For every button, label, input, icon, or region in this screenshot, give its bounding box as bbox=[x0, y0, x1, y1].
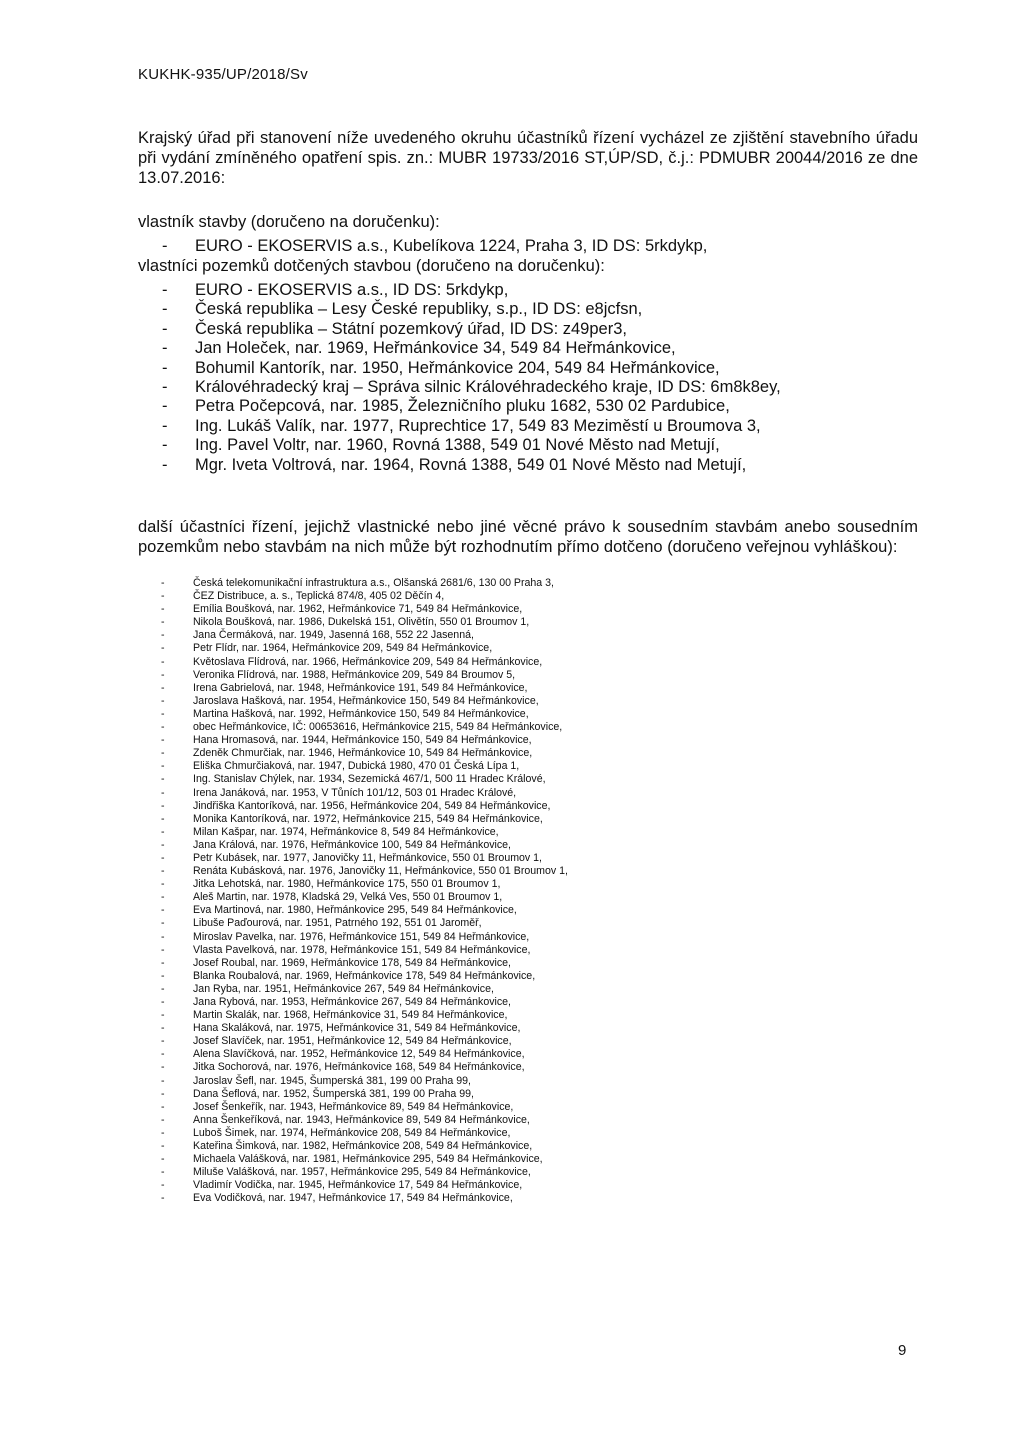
list-item: - Martin Skalák, nar. 1968, Heřmánkovice 31, 549 84 Heřmánkovice, bbox=[138, 1009, 568, 1022]
list-item: - Petra Počepcová, nar. 1985, Železničního pluku 1682, 530 02 Pardubice, bbox=[138, 397, 781, 416]
list-item: - Ing. Lukáš Valík, nar. 1977, Ruprechtice 17, 549 83 Meziměstí u Broumova 3, bbox=[138, 417, 781, 436]
list-item: - Jana Králová, nar. 1976, Heřmánkovice 100, 549 84 Heřmánkovice, bbox=[138, 839, 568, 852]
list-item: - Miroslav Pavelka, nar. 1976, Heřmánkovice 151, 549 84 Heřmánkovice, bbox=[138, 931, 568, 944]
list-item: - Anna Šenkeříková, nar. 1943, Heřmánkovice 89, 549 84 Heřmánkovice, bbox=[138, 1114, 568, 1127]
list-item: - Hana Hromasová, nar. 1944, Heřmánkovice 150, 549 84 Heřmánkovice, bbox=[138, 734, 568, 747]
list-item: - Česká telekomunikační infrastruktura a.s., Olšanská 2681/6, 130 00 Praha 3, bbox=[138, 577, 568, 590]
list-item: - Jana Rybová, nar. 1953, Heřmánkovice 267, 549 84 Heřmánkovice, bbox=[138, 996, 568, 1009]
list-item: - Kateřina Šimková, nar. 1982, Heřmánkovice 208, 549 84 Heřmánkovice, bbox=[138, 1140, 568, 1153]
list-item: - Milan Kašpar, nar. 1974, Heřmánkovice 8, 549 84 Heřmánkovice, bbox=[138, 826, 568, 839]
list-item: - Jaroslava Hašková, nar. 1954, Heřmánkovice 150, 549 84 Heřmánkovice, bbox=[138, 695, 568, 708]
list-item: - Česká republika – Státní pozemkový úřad, ID DS: z49per3, bbox=[138, 320, 781, 339]
other-participants-list bbox=[138, 577, 568, 1206]
list-item: - Jindřiška Kantoríková, nar. 1956, Heřmánkovice 204, 549 84 Heřmánkovice, bbox=[138, 800, 568, 813]
list-item: - Bohumil Kantorík, nar. 1950, Heřmánkovice 204, 549 84 Heřmánkovice, bbox=[138, 359, 781, 378]
list-item: - Petr Flídr, nar. 1964, Heřmánkovice 209, 549 84 Heřmánkovice, bbox=[138, 642, 568, 655]
list-item: - Jan Ryba, nar. 1951, Heřmánkovice 267, 549 84 Heřmánkovice, bbox=[138, 983, 568, 996]
list-item: - Monika Kantoríková, nar. 1972, Heřmánkovice 215, 549 84 Heřmánkovice, bbox=[138, 813, 568, 826]
list-item: - Nikola Boušková, nar. 1986, Dukelská 151, Olivětín, 550 01 Broumov 1, bbox=[138, 616, 568, 629]
list-item: - Vladimír Vodička, nar. 1945, Heřmánkovice 17, 549 84 Heřmánkovice, bbox=[138, 1179, 568, 1192]
list-item: - Veronika Flídrová, nar. 1988, Heřmánkovice 209, 549 84 Broumov 5, bbox=[138, 669, 568, 682]
list-item: - Mgr. Iveta Voltrová, nar. 1964, Rovná 1388, 549 01 Nové Město nad Metují, bbox=[138, 456, 781, 475]
list-item: - Jitka Sochorová, nar. 1976, Heřmánkovice 168, 549 84 Heřmánkovice, bbox=[138, 1061, 568, 1074]
list-item: - Eva Martinová, nar. 1980, Heřmánkovice 295, 549 84 Heřmánkovice, bbox=[138, 904, 568, 917]
building-owner-list bbox=[138, 237, 707, 256]
list-item: - Irena Janáková, nar. 1953, V Tůních 101/12, 503 01 Hradec Králové, bbox=[138, 787, 568, 800]
list-item: - Dana Šeflová, nar. 1952, Šumperská 381, 199 00 Praha 99, bbox=[138, 1088, 568, 1101]
list-item: - Jaroslav Šefl, nar. 1945, Šumperská 381, 199 00 Praha 99, bbox=[138, 1075, 568, 1088]
list-item: - Luboš Šimek, nar. 1974, Heřmánkovice 208, 549 84 Heřmánkovice, bbox=[138, 1127, 568, 1140]
land-owners-list bbox=[138, 281, 781, 475]
list-item: - Michaela Valášková, nar. 1981, Heřmánkovice 295, 549 84 Heřmánkovice, bbox=[138, 1153, 568, 1166]
list-item: - Irena Gabrielová, nar. 1948, Heřmánkovice 191, 549 84 Heřmánkovice, bbox=[138, 682, 568, 695]
intro-paragraph: Krajský úřad při stanovení níže uvedeného okruhu účastníků řízení vycházel ze zjištění stavebního úřadu při vydání zmíněného opatření spis. zn.: MUBR 19733/2016 ST,ÚP/SD, č.j.: PDMUBR 20044/2016 ze dne 13.07.2016: bbox=[138, 129, 918, 187]
list-item: - Ing. Stanislav Chýlek, nar. 1934, Sezemická 467/1, 500 11 Hradec Králové, bbox=[138, 773, 568, 786]
list-item: - EURO - EKOSERVIS a.s., ID DS: 5rkdykp, bbox=[138, 281, 781, 300]
list-item: - Emília Boušková, nar. 1962, Heřmánkovice 71, 549 84 Heřmánkovice, bbox=[138, 603, 568, 616]
list-item: - Miluše Valášková, nar. 1957, Heřmánkovice 295, 549 84 Heřmánkovice, bbox=[138, 1166, 568, 1179]
list-item: - Eliška Chmurčiaková, nar. 1947, Dubická 1980, 470 01 Česká Lípa 1, bbox=[138, 760, 568, 773]
list-item: - Jan Holeček, nar. 1969, Heřmánkovice 34, 549 84 Heřmánkovice, bbox=[138, 339, 781, 358]
list-item: - Česká republika – Lesy České republiky, s.p., ID DS: e8jcfsn, bbox=[138, 300, 781, 319]
page-number: 9 bbox=[898, 1342, 907, 1359]
list-item: - Josef Šenkeřík, nar. 1943, Heřmánkovice 89, 549 84 Heřmánkovice, bbox=[138, 1101, 568, 1114]
document-reference: KUKHK-935/UP/2018/Sv bbox=[138, 66, 308, 83]
list-item: - Josef Roubal, nar. 1969, Heřmánkovice 178, 549 84 Heřmánkovice, bbox=[138, 957, 568, 970]
list-item: - Libuše Paďourová, nar. 1951, Patrného 192, 551 01 Jaroměř, bbox=[138, 917, 568, 930]
list-item: - Blanka Roubalová, nar. 1969, Heřmánkovice 178, 549 84 Heřmánkovice, bbox=[138, 970, 568, 983]
list-item: - Ing. Pavel Voltr, nar. 1960, Rovná 1388, 549 01 Nové Město nad Metují, bbox=[138, 436, 781, 455]
list-item: - Hana Skaláková, nar. 1975, Heřmánkovice 31, 549 84 Heřmánkovice, bbox=[138, 1022, 568, 1035]
list-item: - Eva Vodičková, nar. 1947, Heřmánkovice 17, 549 84 Heřmánkovice, bbox=[138, 1192, 568, 1205]
list-item: - EURO - EKOSERVIS a.s., Kubelíkova 1224, Praha 3, ID DS: 5rkdykp, bbox=[138, 237, 707, 256]
list-item: - Aleš Martin, nar. 1978, Kladská 29, Velká Ves, 550 01 Broumov 1, bbox=[138, 891, 568, 904]
list-item: - Zdeněk Chmurčiak, nar. 1946, Heřmánkovice 10, 549 84 Heřmánkovice, bbox=[138, 747, 568, 760]
list-item: - Vlasta Pavelková, nar. 1978, Heřmánkovice 151, 549 84 Heřmánkovice, bbox=[138, 944, 568, 957]
list-item: - Petr Kubásek, nar. 1977, Janovičky 11, Heřmánkovice, 550 01 Broumov 1, bbox=[138, 852, 568, 865]
building-owner-title: vlastník stavby (doručeno na doručenku): bbox=[138, 213, 440, 231]
other-participants-title: další účastníci řízení, jejichž vlastnické nebo jiné věcné právo k sousedním stavbám anebo sousedním pozemkům nebo stavbám na nich může být rozhodnutím přímo dotčeno (doručeno veřejnou vyhláškou): bbox=[138, 518, 918, 556]
list-item: - obec Heřmánkovice, IČ: 00653616, Heřmánkovice 215, 549 84 Heřmánkovice, bbox=[138, 721, 568, 734]
list-item: - Královéhradecký kraj – Správa silnic Královéhradeckého kraje, ID DS: 6m8k8ey, bbox=[138, 378, 781, 397]
list-item: - Josef Slavíček, nar. 1951, Heřmánkovice 12, 549 84 Heřmánkovice, bbox=[138, 1035, 568, 1048]
land-owners-title: vlastníci pozemků dotčených stavbou (doručeno na doručenku): bbox=[138, 257, 605, 275]
list-item: - Renáta Kubásková, nar. 1976, Janovičky 11, Heřmánkovice, 550 01 Broumov 1, bbox=[138, 865, 568, 878]
list-item: - ČEZ Distribuce, a. s., Teplická 874/8, 405 02 Děčín 4, bbox=[138, 590, 568, 603]
list-item: - Alena Slavíčková, nar. 1952, Heřmánkovice 12, 549 84 Heřmánkovice, bbox=[138, 1048, 568, 1061]
list-item: - Květoslava Flídrová, nar. 1966, Heřmánkovice 209, 549 84 Heřmánkovice, bbox=[138, 656, 568, 669]
list-item: - Jana Čermáková, nar. 1949, Jasenná 168, 552 22 Jasenná, bbox=[138, 629, 568, 642]
list-item: - Martina Hašková, nar. 1992, Heřmánkovice 150, 549 84 Heřmánkovice, bbox=[138, 708, 568, 721]
list-item: - Jitka Lehotská, nar. 1980, Heřmánkovice 175, 550 01 Broumov 1, bbox=[138, 878, 568, 891]
